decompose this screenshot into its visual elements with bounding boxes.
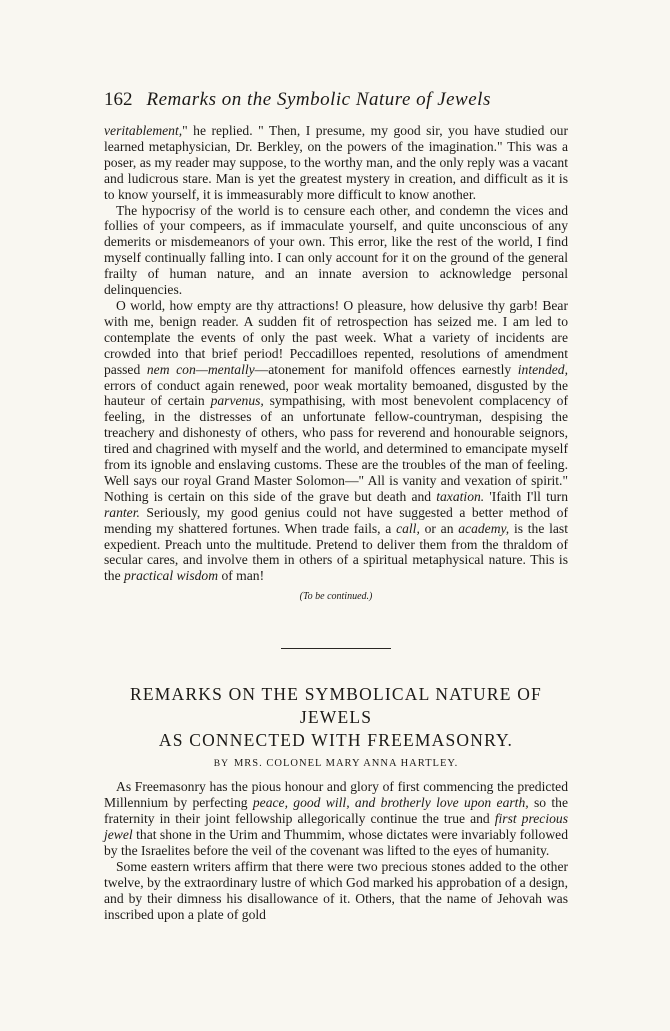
page-number: 162 <box>104 89 133 110</box>
section-divider <box>281 648 391 649</box>
article-title <box>104 683 568 752</box>
text-run: sympathising, with most benevolent complacency of feeling, in the distresses of an unfortunate fellow-countryman, despising the treachery and dishonesty of others, who pass for reverend and honourable seignors, tired and chagrined with myself and the world, and determined to emancipate myself from its ignoble and enslaving customs. These are the troubles of the man of feeling. Well says our royal Grand Master Solomon—" All is vanity and vexation of spirit." Nothing is certain on this side of the grave but death and <box>104 393 568 504</box>
text-run: O world, how empty are thy attractions! O pleasure, how delusive thy garb! Bear with me, benign reader. A sudden fit of retrospection has seized me. I am led to contemplate the events of only the past week. What a variety of incidents are crowded into that brief period! Peccadilloes repented, resolutions of amendment passed <box>104 297 568 377</box>
italic-phrase: intended, <box>517 361 568 377</box>
text-run: of man! <box>218 568 265 584</box>
book-page <box>104 88 568 922</box>
italic-phrase: call, <box>396 520 420 536</box>
running-head <box>104 88 568 112</box>
paragraph-3 <box>104 298 568 584</box>
italic-phrase: peace, good will, and brotherly love upon earth, <box>252 795 529 811</box>
italic-phrase: ranter. <box>104 504 140 520</box>
article-paragraph-2: Some eastern writers affirm that there were two precious stones added to the other twelve, by the extraordinary lustre of which God marked his approbation of a design, and by their dimness his disallowance of it. Others, that the name of Jehovah was inscribed upon a plate of gold <box>104 858 568 922</box>
paragraph-1 <box>104 123 568 203</box>
text-run: Seriously, my good genius could not have suggested a better method of mending my shattered fortunes. When trade fails, a <box>104 504 568 536</box>
italic-phrase: parvenus, <box>210 393 264 409</box>
article-title-line-2: AS CONNECTED WITH FREEMASONRY. <box>158 730 514 751</box>
italic-phrase: academy, <box>458 520 510 536</box>
article-title-line-1: REMARKS ON THE SYMBOLICAL NATURE OF JEWELS <box>130 684 542 728</box>
italic-phrase: nem con—mentally <box>146 361 255 377</box>
text-run: " he replied. " Then, I presume, my good sir, you have studied our learned metaphysician, Dr. Berkley, on the powers of the imagination." This was a poser, as my reader may suppose, to the worthy man, and the only reply was a vacant and ludicrous stare. Man is yet the greatest mystery in creation, and difficult as it is to know yourself, it is immeasurably more difficult to know another. <box>104 123 568 202</box>
author-name: MRS. COLONEL MARY ANNA HARTLEY. <box>233 758 459 770</box>
text-run: or an <box>419 520 459 536</box>
article-paragraph-1 <box>104 779 568 859</box>
text-run: that shone in the Urim and Thummim, whose dictates were invariably followed by the Israelites before the veil of the covenant was lifted to the eyes of humanity. <box>104 827 568 858</box>
running-title: Remarks on the Symbolic Nature of Jewels <box>146 89 491 110</box>
text-run: 'Ifaith I'll turn <box>484 488 568 504</box>
text-run: is the last expedient. Preach unto the multitude. Pretend to deliver them from the thraldom of secular cares, and involve them in others of a spiritual metaphysical nature. This is the <box>104 520 568 584</box>
byline-prefix: BY <box>213 759 229 770</box>
italic-phrase: first precious jewel <box>104 811 568 842</box>
text-run: —atonement for manifold offences earnestly <box>254 361 518 377</box>
italic-phrase: practical wisdom <box>124 568 219 584</box>
text-run: As Freemasonry has the pious honour and glory of first commencing the predicted Millennium by perfecting <box>104 779 568 811</box>
italic-phrase: veritablement, <box>104 123 183 138</box>
text-run: errors of conduct again renewed, poor weak mortality bemoaned, disgusted by the hauteur of certain <box>104 377 568 409</box>
to-be-continued-note: (To be continued.) <box>299 591 373 603</box>
paragraph-2: The hypocrisy of the world is to censure each other, and condemn the vices and follies of your compeers, as if immaculate yourself, and quite unconscious of any demerits or misdemeanors of your own. This error, like the rest of the world, I find myself continually falling into. I can only account for it on the ground of the general frailty of human nature, and an innate aversion to acknowledge personal delinquencies. <box>104 202 568 298</box>
text-run: so the fraternity in their joint fellowship allegorically continue the true and <box>104 795 568 827</box>
byline <box>104 757 568 771</box>
italic-phrase: taxation. <box>436 488 485 504</box>
